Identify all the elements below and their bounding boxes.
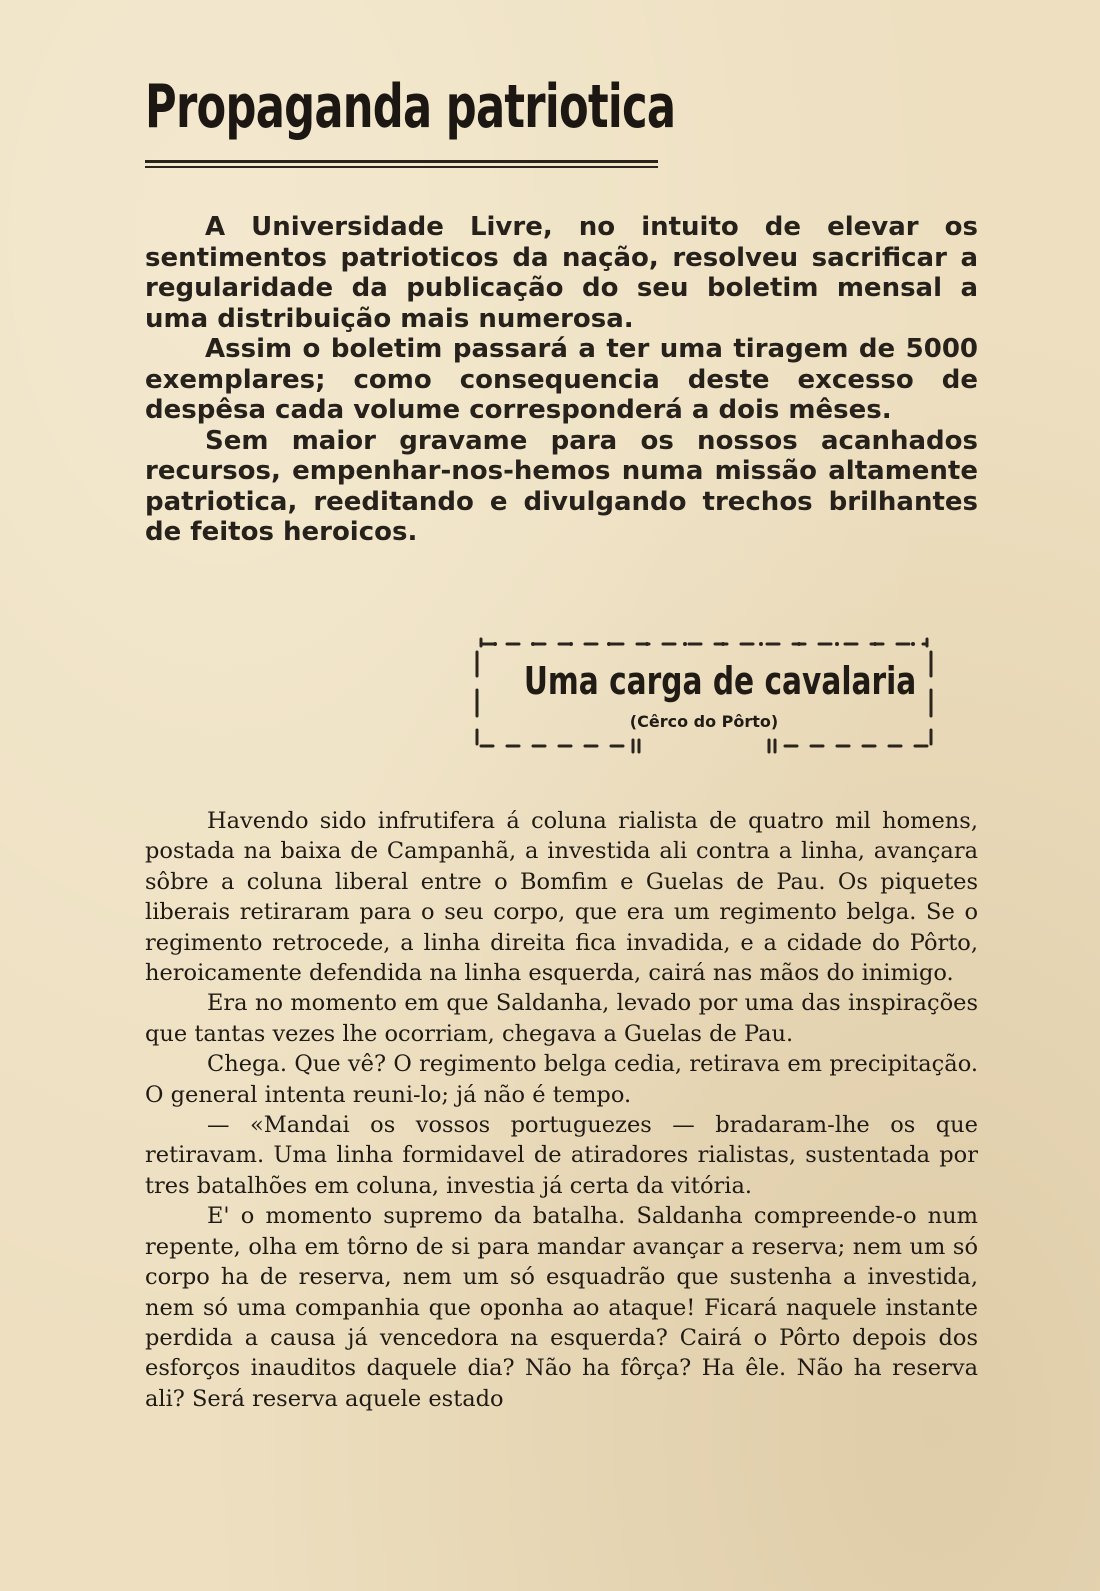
intro-paragraph: Assim o boletim passará a ter uma tiragem de 5000 exemplares; como consequencia deste excesso de despêsa cada volume corresponderá a dois mêses.: [145, 334, 978, 425]
page-title: Propaganda patriotica: [145, 72, 676, 142]
section-heading-frame: [473, 636, 935, 754]
body-paragraph: Era no momento em que Saldanha, levado por uma das inspirações que tantas vezes lhe ocorriam, chegava a Guelas de Pau.: [145, 990, 978, 1047]
body-paragraph: — «Mandai os vossos portuguezes — bradaram-lhe os que retiravam. Uma linha formidavel de atiradores rialistas, sustentada por tres batalhões em coluna, investia já certa da vitória.: [145, 1112, 978, 1199]
title-underline: [145, 160, 658, 168]
body-paragraph: E' o momento supremo da batalha. Saldanha compreende-o num repente, olha em tôrno de si para mandar avançar a reserva; nem um só corpo ha de reserva, nem um só esquadrão que sustenha a investida, nem só uma companhia que oponha ao ataque! Ficará naquele instante perdida a causa já vencedora na esquerda? Cairá o Pôrto depois dos esforços inauditos daquele dia? Não ha fôrça? Ha êle. Não ha reserva ali? Será reserva aquele estado: [145, 1203, 978, 1412]
intro-paragraph: Sem maior gravame para os nossos acanhados recursos, empenhar-nos-hemos numa missão altamente patriotica, reeditando e divulgando trechos brilhantes de feitos heroicos.: [145, 425, 978, 547]
body-paragraph: Chega. Que vê? O regimento belga cedia, retirava em precipitação. O general intenta reuni-lo; já não é tempo.: [145, 1051, 978, 1108]
intro-paragraph: A Universidade Livre, no intuito de elevar os sentimentos patrioticos da nação, resolveu sacrificar a regularidade da publicação do seu boletim mensal a uma distribuição mais numerosa.: [145, 212, 978, 334]
intro-text: [145, 212, 978, 548]
body-text: [145, 806, 978, 1414]
body-paragraph: Havendo sido infrutifera á coluna rialista de quatro mil homens, postada na baixa de Campanhã, a investida ali contra a linha, avançara sôbre a coluna liberal entre o Bomfim e Guelas de Pau. Os piquetes liberais retiraram para o seu corpo, que era um regimento belga. Se o regimento retrocede, a linha direita fica invadida, e a cidade do Pôrto, heroicamente defendida na linha esquerda, cairá nas mãos do inimigo.: [145, 808, 978, 987]
section-subtitle: (Cêrco do Pôrto): [629, 712, 779, 731]
section-title: Uma carga de cavalaria: [523, 659, 917, 703]
